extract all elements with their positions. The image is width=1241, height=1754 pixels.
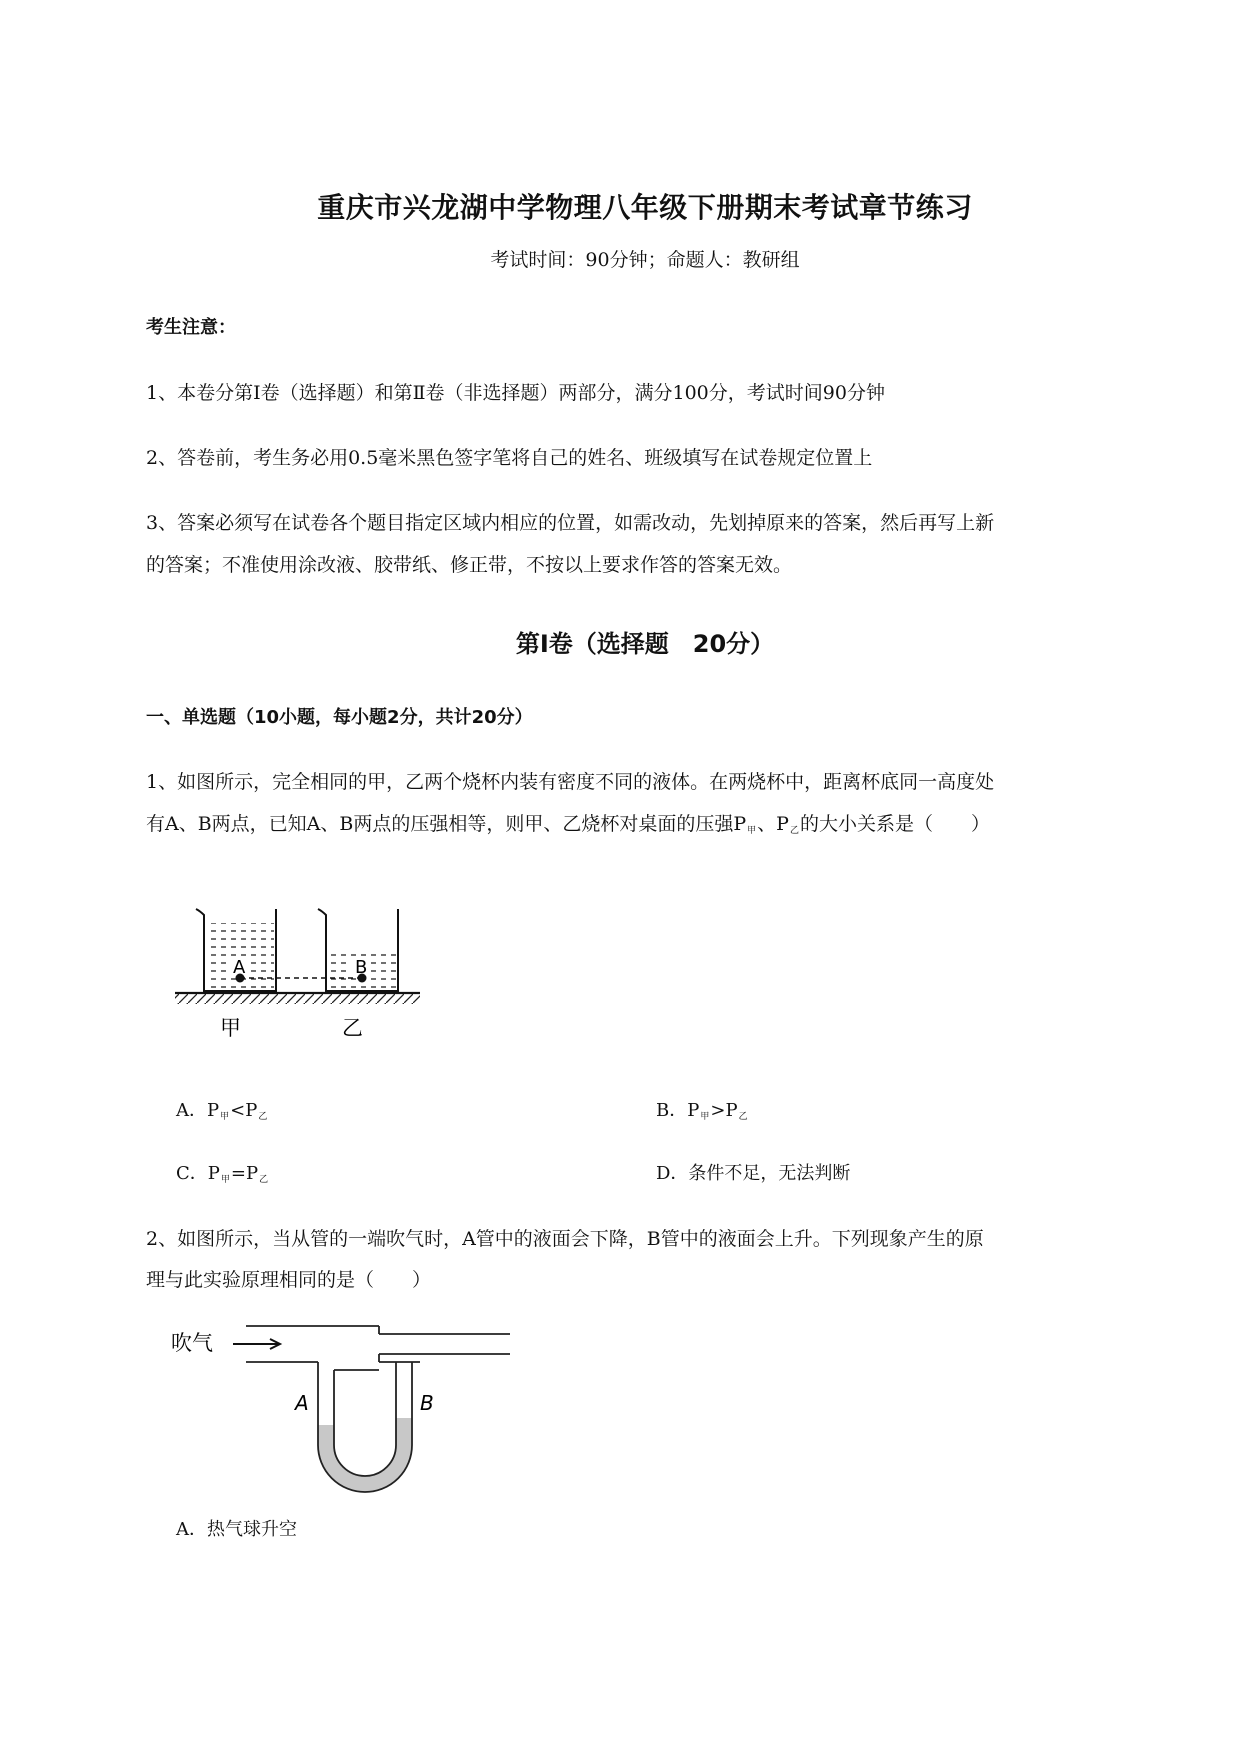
label-jia: 甲 xyxy=(220,1016,241,1040)
q1-option-a[interactable] xyxy=(176,1096,268,1122)
q1-option-b-mid: >P xyxy=(710,1100,738,1121)
u-tube-liquid xyxy=(318,1418,412,1492)
q1-option-a-sub-2: 乙 xyxy=(258,1112,268,1122)
q1-option-c[interactable] xyxy=(176,1159,269,1185)
q1-option-c-sub-1: 甲 xyxy=(220,1175,230,1185)
q1-line-2-text-b: 、P xyxy=(757,813,789,835)
q1-option-a-mid: <P xyxy=(230,1100,258,1121)
label-b: B xyxy=(355,957,368,978)
q1-option-c-prefix: C．P xyxy=(176,1163,220,1184)
q1-option-a-prefix: A．P xyxy=(176,1100,220,1121)
label-a: A xyxy=(233,957,246,978)
part-heading: 一、单选题（10小题，每小题2分，共计20分） xyxy=(146,707,533,728)
u-tube-label-b: B xyxy=(420,1391,434,1415)
exam-info: 考试时间：90分钟；命题人：教研组 xyxy=(490,249,800,271)
page-title: 重庆市兴龙湖中学物理八年级下册期末考试章节练习 xyxy=(317,191,973,224)
q1-option-b-prefix: B．P xyxy=(656,1100,700,1121)
q1-option-b-sub-1: 甲 xyxy=(700,1112,710,1122)
q1-sub-yi: 乙 xyxy=(789,826,799,836)
q1-option-c-sub-2: 乙 xyxy=(259,1175,269,1185)
label-yi: 乙 xyxy=(342,1016,363,1040)
notice-item-3-line-2: 的答案；不准使用涂改液、胶带纸、修正带，不按以上要求作答的答案无效。 xyxy=(146,554,793,576)
q1-option-c-mid: =P xyxy=(230,1163,259,1184)
q1-option-a-sub-1: 甲 xyxy=(220,1112,230,1122)
table-hatching xyxy=(175,994,420,1004)
q1-option-b-sub-2: 乙 xyxy=(738,1112,748,1122)
q1-option-d[interactable]: D．条件不足，无法判断 xyxy=(656,1163,851,1184)
q1-beakers-figure xyxy=(170,895,430,1050)
q2-u-tube-figure xyxy=(168,1310,518,1510)
q1-line-2-text-c: 的大小关系是（ ） xyxy=(799,813,990,835)
notice-item-2: 2、答卷前，考生务必用0.5毫米黑色签字笔将自己的姓名、班级填写在试卷规定位置上 xyxy=(146,447,873,469)
q1-line-2-text-a: 有A、B两点，已知A、B两点的压强相等，则甲、乙烧杯对桌面的压强P xyxy=(146,813,747,835)
notice-heading: 考生注意： xyxy=(146,317,236,338)
q1-sub-jia: 甲 xyxy=(747,826,757,836)
blow-label: 吹气 xyxy=(171,1331,213,1355)
q2-line-1: 2、如图所示，当从管的一端吹气时，A管中的液面会下降，B管中的液面会上升。下列现象产生的原 xyxy=(146,1228,984,1250)
q1-option-b[interactable] xyxy=(656,1096,749,1122)
q2-option-a[interactable]: A．热气球升空 xyxy=(176,1519,297,1540)
section-title: 第Ⅰ卷（选择题 20分） xyxy=(515,630,775,658)
u-tube-inner xyxy=(334,1362,396,1476)
notice-item-3-line-1: 3、答案必须写在试卷各个题目指定区域内相应的位置，如需改动，先划掉原来的答案，然后再写上新 xyxy=(146,512,995,534)
q1-line-1: 1、如图所示，完全相同的甲，乙两个烧杯内装有密度不同的液体。在两烧杯中，距离杯底同一高度处 xyxy=(146,771,995,793)
q1-line-2 xyxy=(146,809,990,836)
u-tube-label-a: A xyxy=(295,1391,309,1415)
notice-item-1: 1、本卷分第Ⅰ卷（选择题）和第Ⅱ卷（非选择题）两部分，满分100分，考试时间90分钟 xyxy=(146,382,885,404)
q2-line-2: 理与此实验原理相同的是（ ） xyxy=(146,1269,432,1291)
